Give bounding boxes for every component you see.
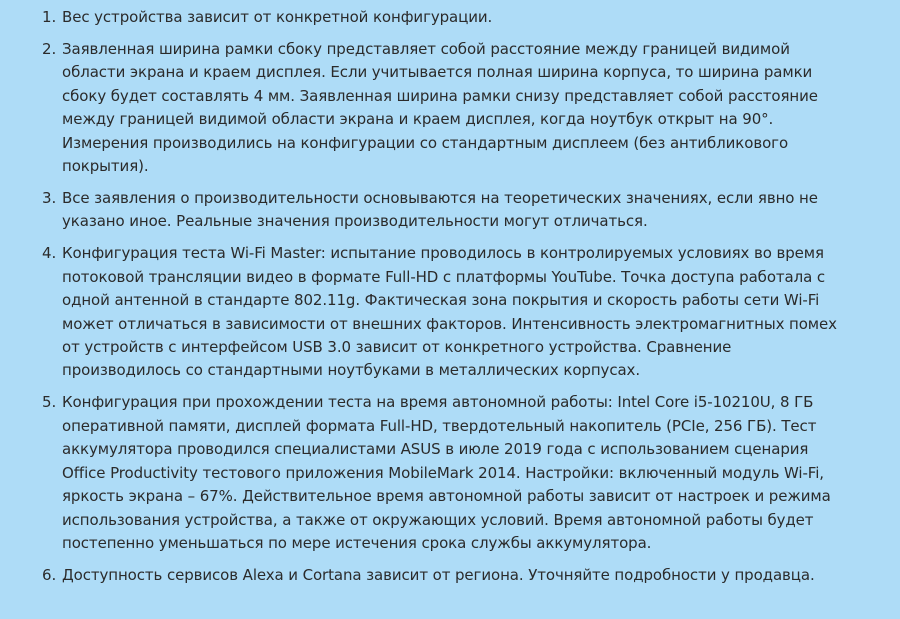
footnote-text: Конфигурация теста Wi-Fi Master: испытание проводилось в контролируемых условиях во время потоковой трансляции видео в формате Full-HD с платформы YouTube. Точка доступа работала с одной антенной в стандарте 802.11g. Фактическая зона покрытия и скорость работы сети Wi-Fi может отличаться в зависимости от внешних факторов. Интенсивность электромагнитных помех от устройств с интерфейсом USB 3.0 зависит от конкретного устройства. Сравнение производилось со стандартными ноутбуками в металлических корпусах. [62, 244, 837, 380]
footnote-text: Доступность сервисов Alexa и Cortana зависит от региона. Уточняйте подробности у продавца. [62, 565, 815, 584]
footnote-item [42, 564, 842, 587]
footnote-item [42, 187, 842, 234]
footnote-text: Все заявления о производительности основываются на теоретических значениях, если явно не указано иное. Реальные значения производительности могут отличаться. [62, 189, 818, 231]
footnote-text: Заявленная ширина рамки сбоку представляет собой расстояние между границей видимой области экрана и краем дисплея. Если учитывается полная ширина корпуса, то ширина рамки сбоку будет составлять 4 мм. Заявленная ширина рамки снизу представляет собой расстояние между границей видимой области экрана и краем дисплея, когда ноутбук открыт на 90°. Измерения производились на конфигурации со стандартным дисплеем (без антибликового покрытия). [62, 40, 818, 176]
footnote-text: Конфигурация при прохождении теста на время автономной работы: Intel Core i5-10210U, 8 ГБ оперативной памяти, дисплей формата Full-HD, твердотельный накопитель (PCIe, 256 ГБ). Тест аккумулятора проводился специалистами ASUS в июле 2019 года с использованием сценария Office Productivity тестового приложения MobileMark 2014. Настройки: включенный модуль Wi-Fi, яркость экрана – 67%. Действительное время автономной работы зависит от настроек и режима использования устройства, а также от окружающих условий. Время автономной работы будет постепенно уменьшаться по мере истечения срока службы аккумулятора. [62, 393, 831, 552]
footnote-item [42, 6, 842, 29]
footnote-number: 5. [42, 393, 57, 412]
footnote-number: 2. [42, 40, 57, 58]
footnotes-list [42, 6, 842, 596]
footnote-text: Вес устройства зависит от конкретной конфигурации. [62, 8, 493, 26]
footnote-item [42, 38, 842, 178]
footnote-number: 1. [42, 8, 57, 26]
footnote-item [42, 391, 842, 555]
footnote-number: 6. [42, 565, 57, 584]
footnote-number: 3. [42, 189, 57, 208]
footnote-item [42, 242, 842, 382]
footnote-number: 4. [42, 244, 57, 263]
